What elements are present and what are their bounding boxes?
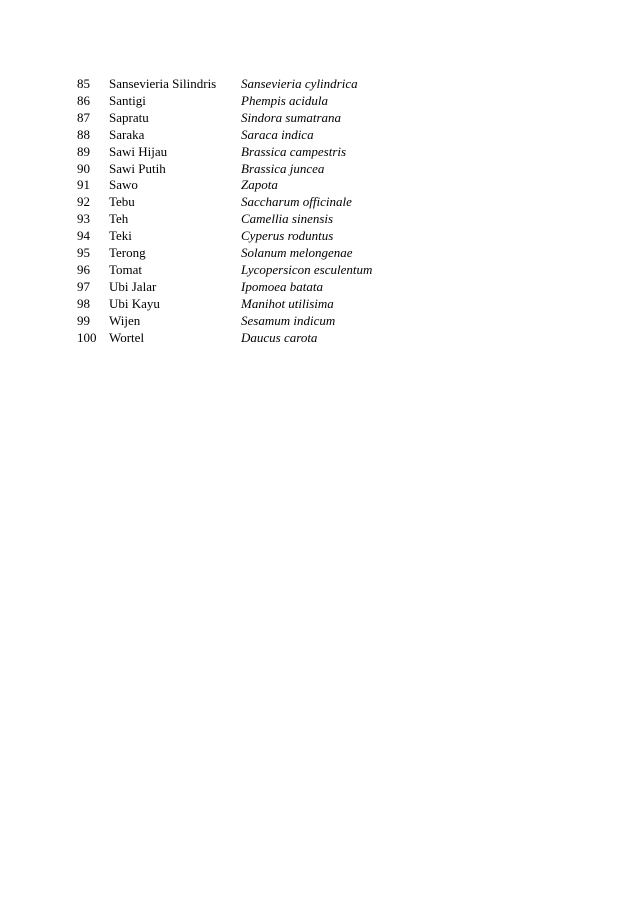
local-name: Saraka [109, 126, 145, 142]
local-name: Sansevieria Silindris [109, 76, 217, 91]
table-row [77, 245, 441, 262]
table-row [77, 330, 441, 347]
scientific-name: Daucus carota [241, 329, 318, 345]
table-row [77, 161, 441, 178]
scientific-name: Manihot utilisima [241, 295, 334, 311]
scientific-name: Ipomoea batata [241, 278, 323, 294]
table-row [77, 228, 441, 245]
row-number: 99 [77, 312, 90, 328]
local-name: Ubi Jalar [109, 278, 157, 294]
row-number: 89 [77, 143, 90, 159]
scientific-name: Cyperus roduntus [241, 228, 334, 244]
row-number: 86 [77, 92, 90, 108]
table-row [77, 262, 441, 279]
table-row [77, 177, 441, 194]
scientific-name: Sindora sumatrana [241, 109, 342, 125]
row-number: 92 [77, 194, 90, 210]
table-row [77, 211, 441, 228]
row-number: 94 [77, 228, 90, 244]
row-number: 96 [77, 261, 90, 277]
row-number: 85 [77, 76, 90, 91]
local-name: Sawi Putih [109, 160, 166, 176]
row-number: 95 [77, 245, 90, 261]
scientific-name: Saraca indica [241, 126, 314, 142]
scientific-name: Solanum melongenae [241, 245, 353, 261]
scientific-name: Lycopersicon esculentum [241, 261, 373, 277]
table-row [77, 313, 441, 330]
plant-table-body [77, 76, 441, 347]
table-row [77, 296, 441, 313]
row-number: 93 [77, 211, 90, 227]
local-name: Santigi [109, 92, 146, 108]
row-number: 91 [77, 177, 90, 193]
row-number: 88 [77, 126, 90, 142]
table-row [77, 110, 441, 127]
local-name: Sawi Hijau [109, 143, 168, 159]
table-row [77, 279, 441, 296]
row-number: 98 [77, 295, 90, 311]
scientific-name: Sansevieria cylindrica [241, 76, 358, 91]
table-row [77, 93, 441, 110]
local-name: Tomat [109, 261, 143, 277]
table-row [77, 144, 441, 161]
row-number: 97 [77, 278, 90, 294]
scientific-name: Brassica juncea [241, 160, 325, 176]
local-name: Terong [109, 245, 146, 261]
row-number: 90 [77, 160, 90, 176]
plant-names-table [77, 76, 441, 347]
row-number: 87 [77, 109, 90, 125]
scientific-name: Phempis acidula [241, 92, 329, 108]
local-name: Wortel [109, 329, 145, 345]
local-name: Sapratu [109, 109, 149, 125]
scientific-name: Brassica campestris [241, 143, 347, 159]
table-row [77, 76, 441, 93]
local-name: Tebu [109, 194, 135, 210]
local-name: Ubi Kayu [109, 295, 160, 311]
table-row [77, 194, 441, 211]
row-number: 100 [77, 329, 97, 345]
scientific-name: Sesamum indicum [241, 312, 336, 328]
table-row [77, 127, 441, 144]
local-name: Wijen [109, 312, 141, 328]
scientific-name: Camellia sinensis [241, 211, 334, 227]
local-name: Teh [109, 211, 129, 227]
scientific-name: Saccharum officinale [241, 194, 352, 210]
scientific-name: Zapota [241, 177, 278, 193]
local-name: Sawo [109, 177, 138, 193]
local-name: Teki [109, 228, 132, 244]
